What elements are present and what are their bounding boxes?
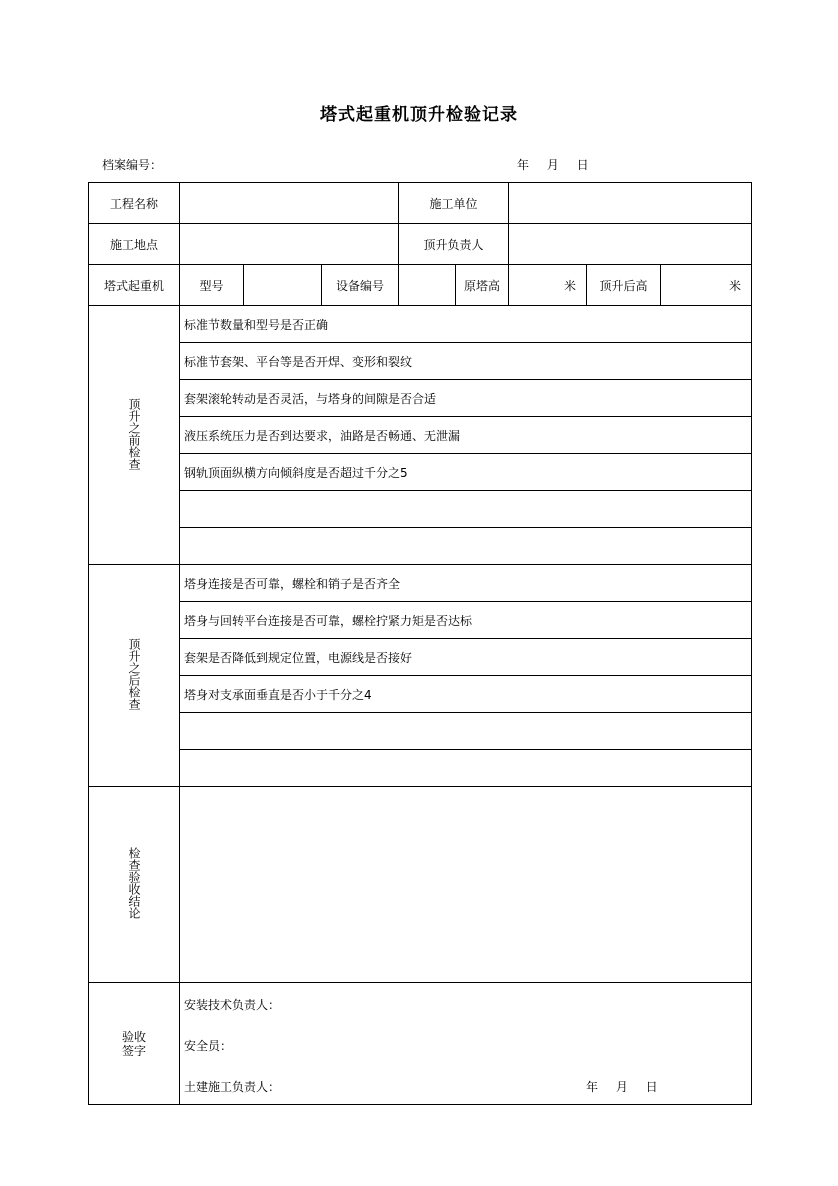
after-check-item[interactable]: 套架是否降低到规定位置，电源线是否接好 bbox=[180, 639, 752, 676]
conclusion-section-label bbox=[89, 787, 180, 983]
before-check-item[interactable]: 钢轨顶面纵横方向倾斜度是否超过千分之5 bbox=[180, 454, 752, 491]
after-check-item-blank[interactable] bbox=[180, 750, 752, 787]
after-height-label: 顶升后高 bbox=[587, 265, 661, 306]
before-check-label: 顶升之前检查 bbox=[127, 397, 141, 470]
after-height-unit: 米 bbox=[729, 278, 742, 293]
after-check-item[interactable]: 塔身连接是否可靠，螺栓和销子是否齐全 bbox=[180, 565, 752, 602]
signature-label-line1: 验收 bbox=[121, 1029, 146, 1044]
before-check-item[interactable]: 标准节套架、平台等是否开焊、变形和裂纹 bbox=[180, 343, 752, 380]
archive-number-label: 档案编号： bbox=[102, 158, 163, 172]
civil-manager-signature[interactable]: 土建施工负责人： bbox=[184, 1080, 281, 1094]
page-title: 塔式起重机顶升检验记录 bbox=[320, 105, 518, 125]
before-check-item-blank[interactable] bbox=[180, 528, 752, 565]
original-height-label: 原塔高 bbox=[456, 265, 509, 306]
jacking-manager-field[interactable] bbox=[509, 224, 752, 265]
after-height-field[interactable] bbox=[661, 265, 752, 306]
crane-label: 塔式起重机 bbox=[89, 265, 180, 306]
construction-unit-field[interactable] bbox=[509, 183, 752, 224]
safety-officer-signature[interactable]: 安全员： bbox=[184, 1039, 233, 1053]
before-check-item[interactable]: 液压系统压力是否到达要求，油路是否畅通、无泄漏 bbox=[180, 417, 752, 454]
model-field[interactable] bbox=[244, 265, 322, 306]
project-name-label: 工程名称 bbox=[89, 183, 180, 224]
site-label: 施工地点 bbox=[89, 224, 180, 265]
signature-section-label bbox=[89, 983, 180, 1105]
before-check-item[interactable]: 套架滚轮转动是否灵活，与塔身的间隙是否合适 bbox=[180, 380, 752, 417]
before-check-item-blank[interactable] bbox=[180, 491, 752, 528]
conclusion-label: 检查验收结论 bbox=[127, 847, 141, 919]
model-label: 型号 bbox=[180, 265, 244, 306]
signature-label bbox=[122, 1030, 146, 1058]
conclusion-field[interactable] bbox=[180, 787, 752, 983]
signature-field[interactable] bbox=[180, 983, 752, 1105]
signature-label-line2: 签字 bbox=[121, 1043, 146, 1058]
construction-unit-label: 施工单位 bbox=[399, 183, 509, 224]
after-check-item[interactable]: 塔身与回转平台连接是否可靠，螺栓拧紧力矩是否达标 bbox=[180, 602, 752, 639]
before-check-item[interactable]: 标准节数量和型号是否正确 bbox=[180, 306, 752, 343]
before-check-section-label bbox=[89, 306, 180, 565]
after-check-label: 顶升之后检查 bbox=[127, 638, 141, 710]
original-height-unit: 米 bbox=[564, 278, 577, 293]
after-check-item[interactable]: 塔身对支承面垂直是否小于千分之4 bbox=[180, 676, 752, 713]
jacking-manager-label: 顶升负责人 bbox=[399, 224, 509, 265]
site-field[interactable] bbox=[180, 224, 399, 265]
header-date: 年 月 日 bbox=[517, 158, 589, 172]
project-name-field[interactable] bbox=[180, 183, 399, 224]
after-check-section-label bbox=[89, 565, 180, 787]
original-height-field[interactable] bbox=[509, 265, 587, 306]
inspection-form bbox=[88, 182, 752, 1105]
equipment-no-field[interactable] bbox=[399, 265, 456, 306]
after-check-item-blank[interactable] bbox=[180, 713, 752, 750]
install-tech-signature[interactable]: 安装技术负责人： bbox=[184, 998, 281, 1012]
signature-date[interactable]: 年 月 日 bbox=[586, 1080, 658, 1094]
equipment-no-label: 设备编号 bbox=[322, 265, 399, 306]
